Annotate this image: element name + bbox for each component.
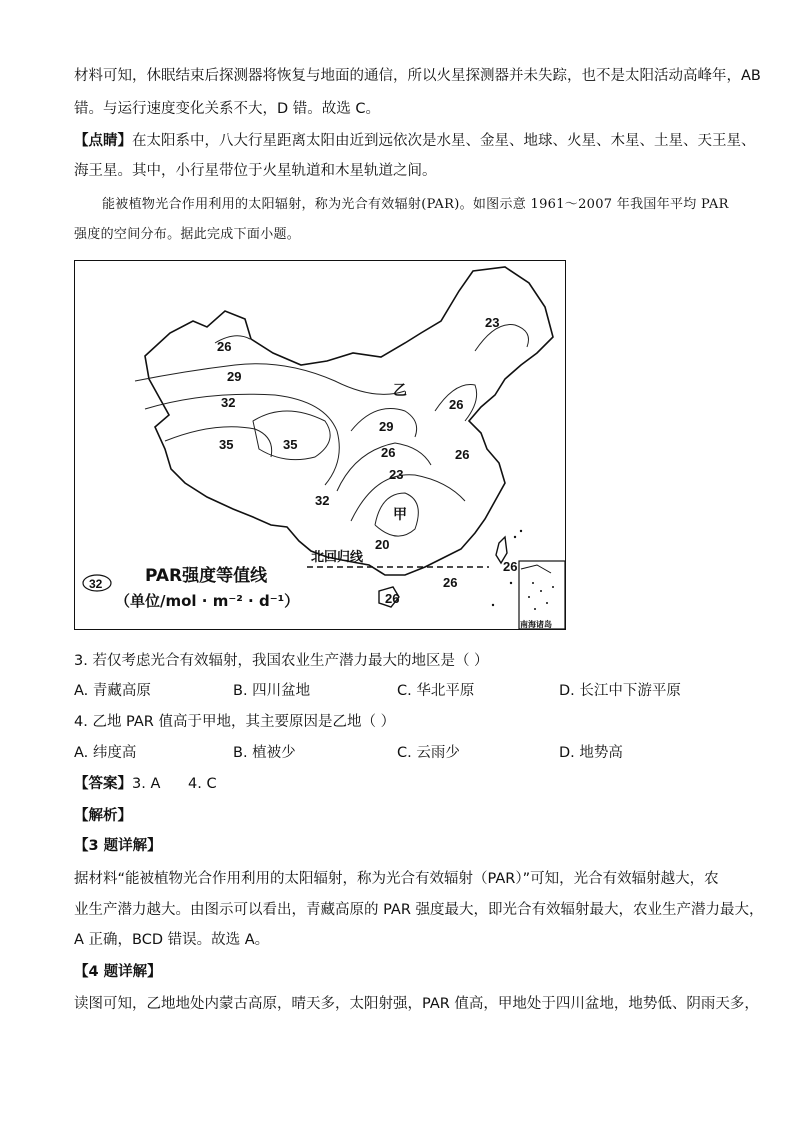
q4-detail-tag: 【4 题详解】 xyxy=(74,964,162,980)
point-jia-label: 甲 xyxy=(393,507,407,523)
question-3-option-b: B. 四川盆地 xyxy=(233,683,311,699)
legend-unit: （单位/mol · m⁻² · d⁻¹） xyxy=(115,592,300,610)
inset-label: 南海诸岛 xyxy=(520,620,552,629)
isoline-29 xyxy=(135,364,405,395)
china-map-svg xyxy=(75,261,565,629)
answer-tag: 【答案】 xyxy=(74,776,132,792)
text-line-2: 错。与运行速度变化关系不大，D 错。故选 C。 xyxy=(74,101,381,117)
isoline-label: 26 xyxy=(381,445,396,460)
question-4-option-b: B. 植被少 xyxy=(233,745,296,761)
isoline-label: 23 xyxy=(485,315,500,330)
isoline-label: 35 xyxy=(283,437,298,452)
isoline-label: 26 xyxy=(443,575,458,590)
dianjing-line-1 xyxy=(74,131,756,151)
isoline-label: 29 xyxy=(227,369,242,384)
question-3-option-c: C. 华北平原 xyxy=(397,683,475,699)
q3-detail-line-1: 据材料“能被植物光合作用利用的太阳辐射，称为光合有效辐射（PAR）”可知，光合有效辐射越大，农 xyxy=(74,871,719,887)
isoline-label: 26 xyxy=(503,559,518,574)
question-4-option-d: D. 地势高 xyxy=(559,745,623,761)
isoline-label: 26 xyxy=(385,591,400,606)
isoline-23-ne xyxy=(475,325,529,351)
question-4-stem: 4. 乙地 PAR 值高于甲地，其主要原因是乙地（ ） xyxy=(74,714,396,730)
isoline-label: 26 xyxy=(449,397,464,412)
tropic-label: 北回归线 xyxy=(311,550,364,565)
q3-detail-line-3: A 正确，BCD 错误。故选 A。 xyxy=(74,932,270,948)
q3-detail-line-2: 业生产潜力越大。由图示可以看出，青藏高原的 PAR 强度最大，即光合有效辐射最大，农业生产潜力最大， xyxy=(74,902,764,918)
intro-line-2: 强度的空间分布。据此完成下面小题。 xyxy=(74,227,301,242)
question-3-option-a: A. 青藏高原 xyxy=(74,683,151,699)
question-4-option-a: A. 纬度高 xyxy=(74,745,137,761)
analysis-tag: 【解析】 xyxy=(74,808,132,824)
isoline-35-center xyxy=(253,411,330,460)
isoline-label: 26 xyxy=(217,339,232,354)
isoline-label: 20 xyxy=(375,537,390,552)
south-china-sea-inset xyxy=(519,561,565,629)
inset-coast xyxy=(521,565,551,573)
question-3-stem: 3. 若仅考虑光合有效辐射，我国农业生产潜力最大的地区是（ ） xyxy=(74,653,489,669)
question-3-option-d: D. 长江中下游平原 xyxy=(559,683,681,699)
q4-detail-line-1: 读图可知，乙地地处内蒙古高原，晴天多，太阳射强，PAR 值高，甲地处于四川盆地，地势低、阴雨天多， xyxy=(74,996,759,1012)
point-yi-label: 乙 xyxy=(393,383,407,399)
dianjing-body-1: 在太阳系中，八大行星距离太阳由近到远依次是水星、金星、地球、火星、木星、土星、天王星、 xyxy=(132,133,756,149)
isoline-label: 35 xyxy=(219,437,234,452)
q3-detail-tag: 【3 题详解】 xyxy=(74,838,162,854)
question-4-option-c: C. 云雨少 xyxy=(397,745,460,761)
isoline-23 xyxy=(351,475,465,521)
par-map-figure xyxy=(74,260,566,630)
answer-value: 3. A 4. C xyxy=(132,776,217,792)
legend-title: PAR强度等值线 xyxy=(145,566,268,586)
isoline-label: 23 xyxy=(389,467,404,482)
dianjing-tag: 【点睛】 xyxy=(74,133,132,149)
isoline-label: 32 xyxy=(221,395,236,410)
china-outline xyxy=(145,267,553,575)
isoline-label: 32 xyxy=(315,493,330,508)
inset-islands xyxy=(528,582,554,610)
isoline-label: 29 xyxy=(379,419,394,434)
intro-line-1: 能被植物光合作用利用的太阳辐射，称为光合有效辐射(PAR)。如图示意 1961～2007 年我国年平均 PAR xyxy=(102,197,729,212)
legend-sample-label: 32 xyxy=(89,577,103,591)
isoline-label: 26 xyxy=(455,447,470,462)
answer-line xyxy=(74,774,724,794)
text-line-1: 材料可知，休眠结束后探测器将恢复与地面的通信，所以火星探测器并未失踪，也不是太阳活动高峰年，AB xyxy=(74,68,761,84)
dianjing-line-2: 海王星。其中，小行星带位于火星轨道和木星轨道之间。 xyxy=(74,163,437,179)
